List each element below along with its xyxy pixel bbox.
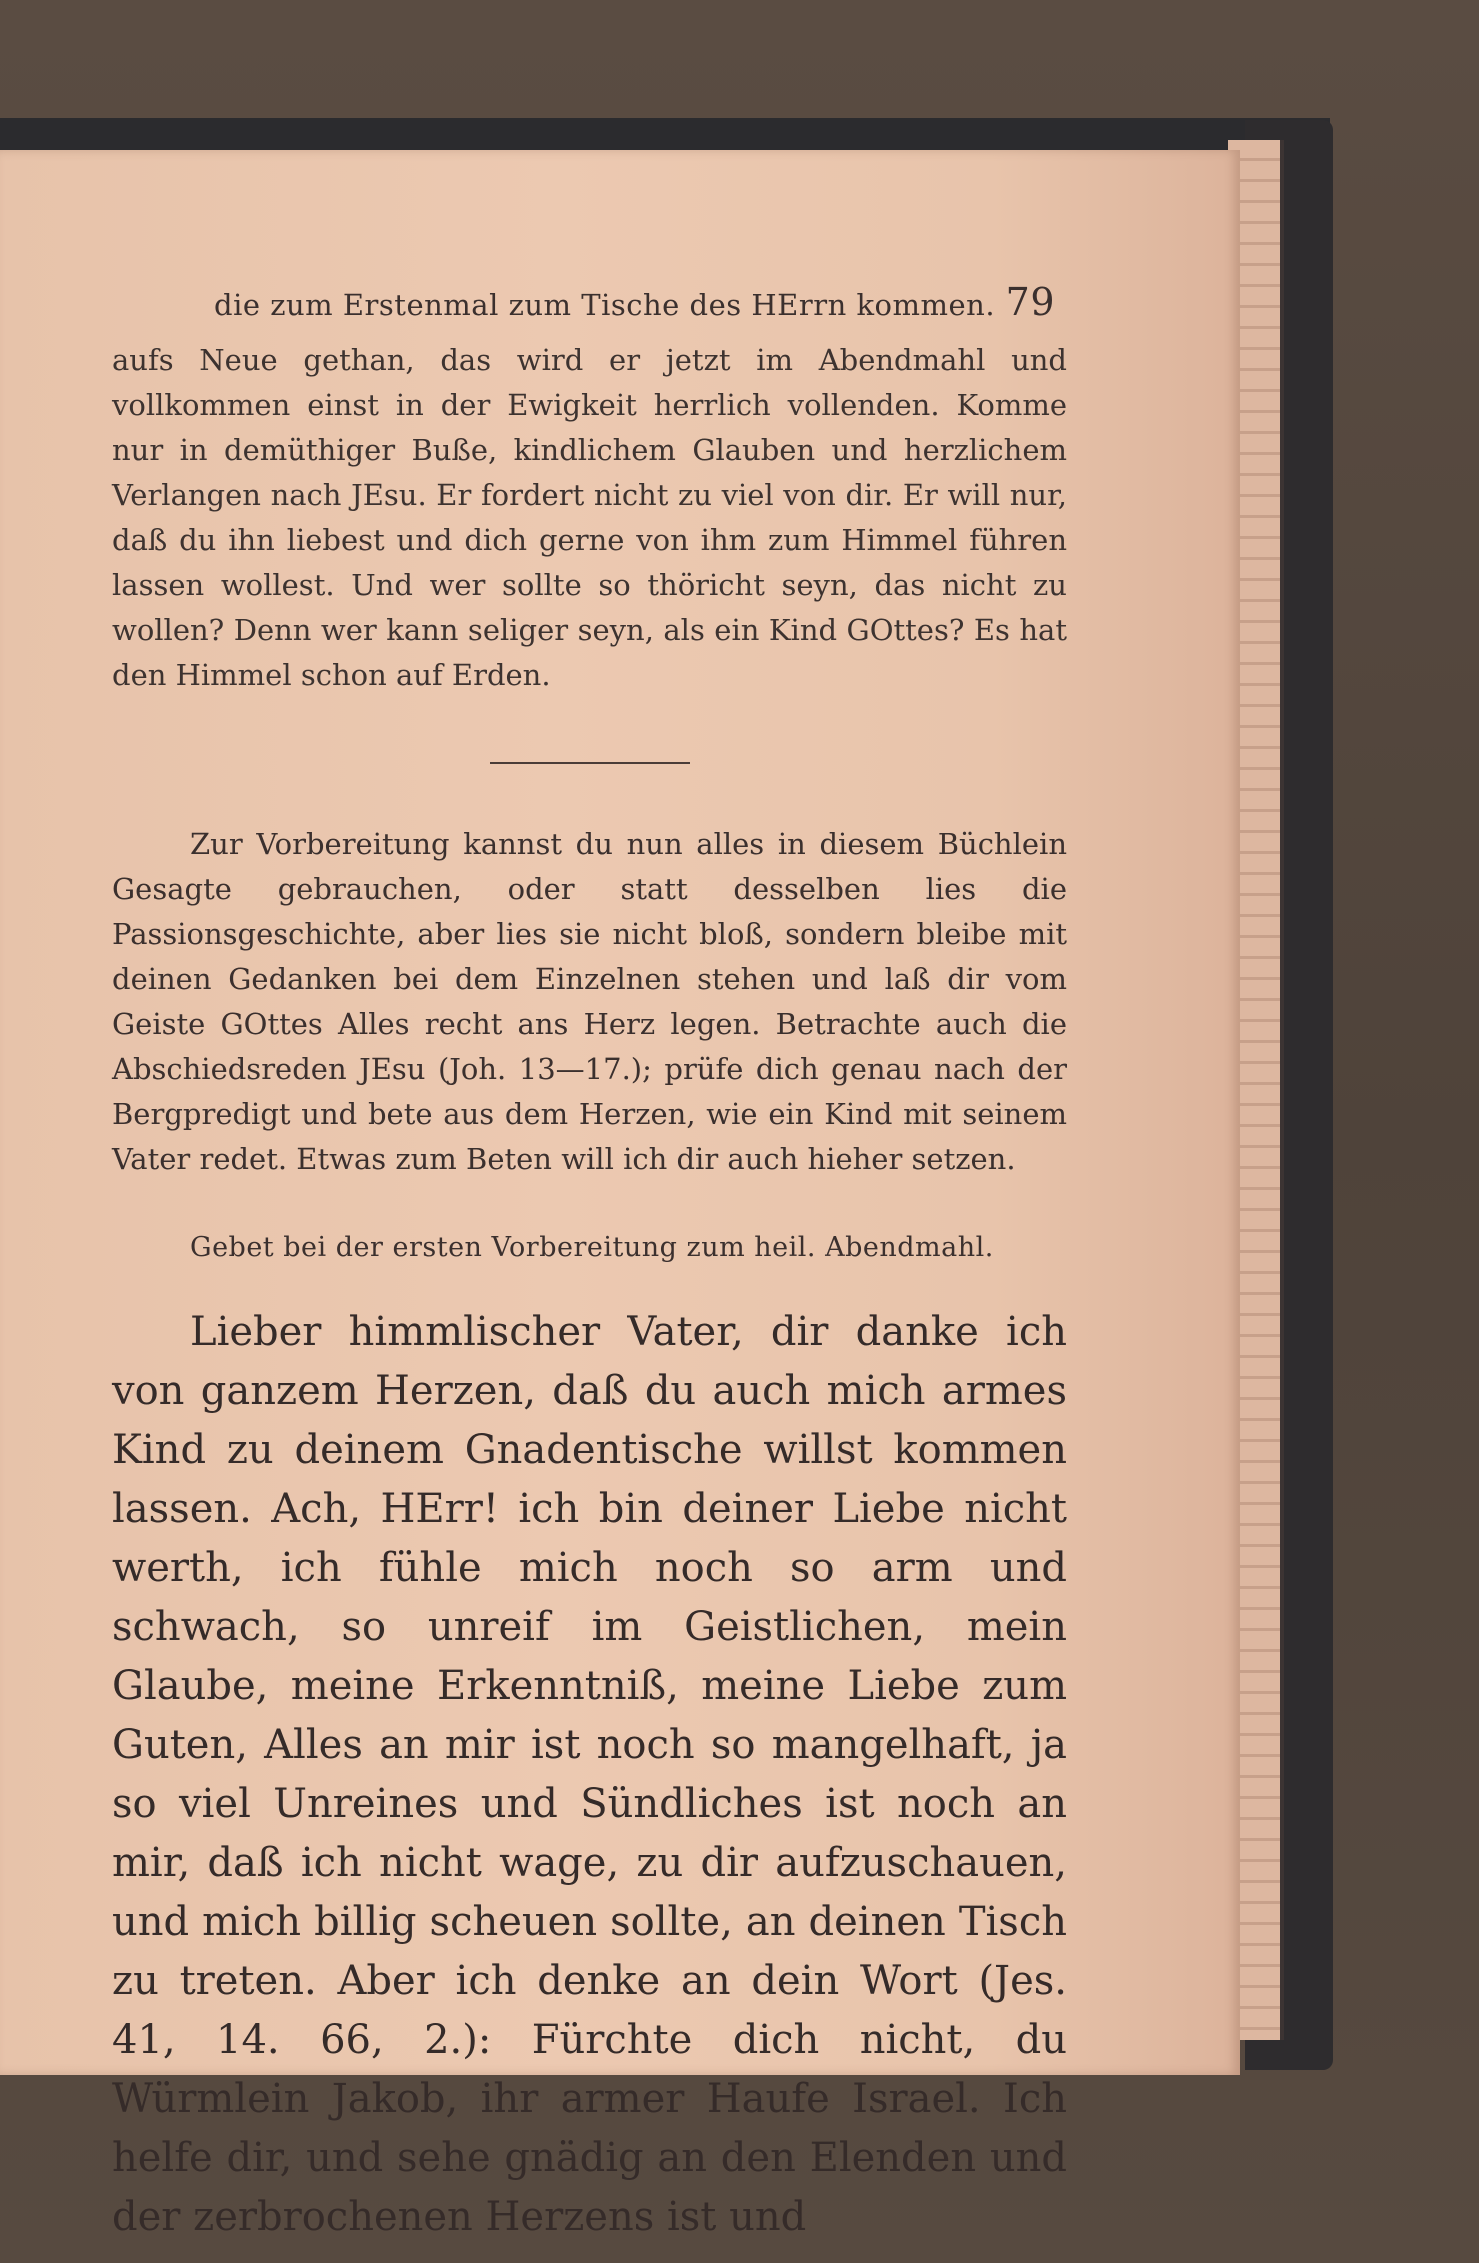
page-number: 79 [1005, 280, 1055, 324]
paragraph-preparation: Zur Vorbereitung kannst du nun alles in diesem Büchlein Gesagte gebrauchen, oder statt desselben lies die Passionsgeschichte, aber lies sie nicht bloß, sondern bleibe mit deinen Gedanken bei dem Einzelnen stehen und laß dir vom Geiste GOttes Alles recht ans Herz legen. Betrachte auch die Abschiedsreden JEsu (Joh. 13—17.); prüfe dich genau nach der Bergpredigt und bete aus dem Herzen, wie ein Kind mit seinem Vater redet. Etwas zum Beten will ich dir auch hieher setzen. [112, 827, 1067, 1176]
page-content [112, 280, 1067, 2247]
running-head [112, 280, 1067, 338]
section-divider [490, 762, 690, 764]
paragraph-continuation: aufs Neue gethan, das wird er jetzt im Abendmahl und vollkommen einst in der Ewigkeit herrlich vollenden. Komme nur in demüthiger Buße, kindlichem Glauben und herzlichem Verlangen nach JEsu. Er fordert nicht zu viel von dir. Er will nur, daß du ihn liebest und dich gerne von ihm zum Himmel führen lassen wollest. Und wer sollte so thöricht seyn, das nicht zu wollen? Denn wer kann seliger seyn, als ein Kind GOttes? Es hat den Himmel schon auf Erden. [112, 343, 1067, 692]
prayer-text: Lieber himmlischer Vater, dir danke ich von ganzem Herzen, daß du auch mich armes Kind zu deinem Gnadentische willst kommen lassen. Ach, HErr! ich bin deiner Liebe nicht werth, ich fühle mich noch so arm und schwach, so unreif im Geistlichen, mein Glaube, meine Erkenntniß, meine Liebe zum Guten, Alles an mir ist noch so mangelhaft, ja so viel Unreines und Sündliches ist noch an mir, daß ich nicht wage, zu dir aufzuschauen, und mich billig scheuen sollte, an deinen Tisch zu treten. Aber ich denke an dein Wort (Jes. 41, 14. 66, 2.): Fürchte dich nicht, du Würmlein Jakob, ihr armer Haufe Israel. Ich helfe dir, und sehe gnädig an den Elenden und der zerbrochenen Herzens ist und [112, 1309, 1067, 2240]
running-head-text: die zum Erstenmal zum Tische des HErrn kommen. [214, 288, 996, 322]
book-page [0, 150, 1240, 2240]
prayer-heading: Gebet bei der ersten Vorbereitung zum heil. Abendmahl. [190, 1232, 994, 1263]
